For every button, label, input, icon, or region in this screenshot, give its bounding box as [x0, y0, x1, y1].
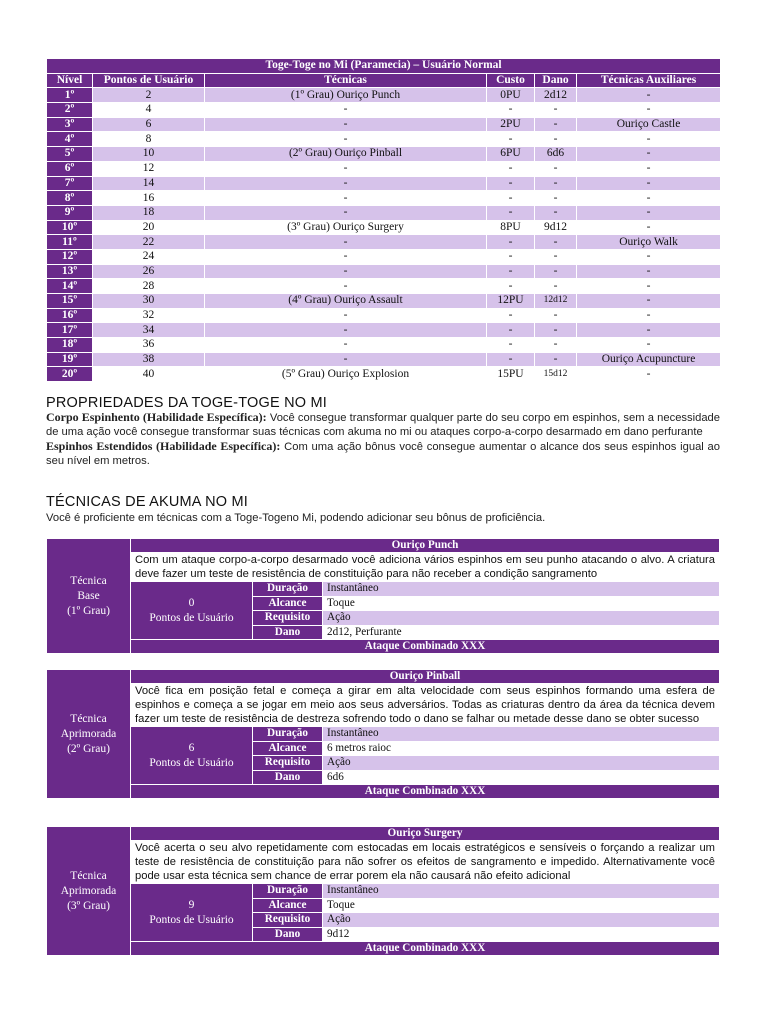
level-cell: 17º	[47, 323, 93, 338]
cost-cell: -	[487, 249, 535, 264]
table-row	[47, 323, 721, 338]
cost-cell: -	[487, 338, 535, 353]
field-label: Dano	[253, 770, 323, 785]
technique-description: Você acerta o seu alvo repetidamente com estocadas em locais estratégicos e sensíveis o forçando a realizar um teste de resistência de constituição para não sofrer os efeitos de sangramento e impedido. Alternativamente você pode usar esta técnica sem chance de errar porem ela não causará não efeito adicional	[131, 841, 720, 884]
field-value: 9d12	[323, 927, 720, 942]
table-row	[47, 88, 721, 103]
technique-cell: (4º Grau) Ouriço Assault	[205, 294, 487, 309]
table-row	[47, 249, 721, 264]
cost-cell: 12PU	[487, 294, 535, 309]
combo-attack: Ataque Combinado XXX	[131, 785, 720, 799]
property-text: Você consegue transformar qualquer parte do seu corpo em espinhos, sem a necessidade de uma ação você consegue transformar suas técnicas com akuma no mi ou ataques corpo-a-corpo desarmado em dano perfurante	[46, 412, 720, 438]
property-name: Espinhos Estendidos (Habilidade Específica):	[46, 439, 281, 453]
cost-cell: -	[487, 352, 535, 367]
aux-technique-cell: -	[577, 103, 721, 118]
header-cell: Pontos de Usuário	[93, 73, 205, 88]
technique-name: Ouriço Punch	[131, 539, 720, 553]
field-value: Toque	[323, 898, 720, 913]
cost-cell: -	[487, 205, 535, 220]
field-label: Alcance	[253, 596, 323, 611]
points-label: Pontos de Usuário	[149, 756, 234, 769]
level-cell: 8º	[47, 191, 93, 206]
damage-cell: 2d12	[535, 88, 577, 103]
technique-cell: -	[205, 161, 487, 176]
points-value: 6	[188, 741, 195, 754]
level-cell: 15º	[47, 294, 93, 309]
technique-cell: -	[205, 249, 487, 264]
field-label: Duração	[253, 884, 323, 899]
level-cell: 7º	[47, 176, 93, 191]
technique-type	[47, 539, 131, 654]
cost-cell: -	[487, 161, 535, 176]
damage-cell: 12d12	[535, 294, 577, 309]
damage-cell: 6d6	[535, 147, 577, 162]
field-label: Requisito	[253, 756, 323, 771]
aux-technique-cell: Ouriço Acupuncture	[577, 352, 721, 367]
technique-type	[47, 827, 131, 956]
technique-type-line: Aprimorada	[60, 727, 117, 740]
field-value: 6d6	[323, 770, 720, 785]
points-cell: 24	[93, 249, 205, 264]
technique-cell: -	[205, 117, 487, 132]
table-row	[47, 205, 721, 220]
cost-cell: 6PU	[487, 147, 535, 162]
cost-cell: -	[487, 235, 535, 250]
technique-cell: -	[205, 352, 487, 367]
cost-cell: 2PU	[487, 117, 535, 132]
properties-heading: PROPRIEDADES DA TOGE-TOGE NO MI	[46, 395, 327, 411]
cost-cell: 0PU	[487, 88, 535, 103]
technique-cell: -	[205, 323, 487, 338]
field-label: Requisito	[253, 611, 323, 626]
aux-technique-cell: -	[577, 323, 721, 338]
cost-cell: -	[487, 103, 535, 118]
table-row	[47, 132, 721, 147]
technique-cell: -	[205, 205, 487, 220]
points-cell: 16	[93, 191, 205, 206]
points-cell: 14	[93, 176, 205, 191]
aux-technique-cell: -	[577, 264, 721, 279]
header-cell: Custo	[487, 73, 535, 88]
technique-cell: -	[205, 191, 487, 206]
document-page	[46, 58, 720, 382]
level-cell: 4º	[47, 132, 93, 147]
technique-points	[131, 582, 253, 640]
cost-cell: -	[487, 176, 535, 191]
cost-cell: 15PU	[487, 367, 535, 382]
points-label: Pontos de Usuário	[149, 611, 234, 624]
aux-technique-cell: -	[577, 147, 721, 162]
aux-technique-cell: -	[577, 88, 721, 103]
damage-cell: -	[535, 235, 577, 250]
damage-cell: -	[535, 308, 577, 323]
progression-table	[46, 58, 721, 382]
table-row	[47, 235, 721, 250]
points-value: 0	[188, 596, 195, 609]
table-row	[47, 308, 721, 323]
cost-cell: 8PU	[487, 220, 535, 235]
field-value: Ação	[323, 756, 720, 771]
aux-technique-cell: -	[577, 279, 721, 294]
table-title: Toge-Toge no Mi (Paramecia) – Usuário Normal	[47, 59, 721, 74]
points-cell: 26	[93, 264, 205, 279]
cost-cell: -	[487, 279, 535, 294]
level-cell: 18º	[47, 338, 93, 353]
aux-technique-cell: -	[577, 205, 721, 220]
table-row	[47, 147, 721, 162]
field-label: Dano	[253, 927, 323, 942]
damage-cell: -	[535, 323, 577, 338]
field-value: 6 metros raioc	[323, 741, 720, 756]
cost-cell: -	[487, 308, 535, 323]
technique-cell: -	[205, 264, 487, 279]
cost-cell: -	[487, 191, 535, 206]
table-row	[47, 176, 721, 191]
table-row	[47, 103, 721, 118]
technique-card	[46, 669, 720, 799]
field-label: Duração	[253, 582, 323, 597]
field-label: Duração	[253, 727, 323, 742]
technique-type-line: Técnica	[70, 712, 107, 725]
table-row	[47, 279, 721, 294]
property-text: Com uma ação bônus você consegue aumentar o alcance dos seus espinhos igual ao seu nível em metros.	[46, 441, 720, 467]
damage-cell: -	[535, 103, 577, 118]
property-item	[46, 410, 720, 439]
aux-technique-cell: Ouriço Walk	[577, 235, 721, 250]
level-cell: 2º	[47, 103, 93, 118]
technique-type-line: (2º Grau)	[67, 742, 110, 755]
property-item	[46, 439, 720, 468]
points-value: 9	[188, 898, 195, 911]
aux-technique-cell: -	[577, 308, 721, 323]
table-row	[47, 220, 721, 235]
damage-cell: -	[535, 117, 577, 132]
points-cell: 12	[93, 161, 205, 176]
technique-cell: (5º Grau) Ouriço Explosion	[205, 367, 487, 382]
technique-cell: -	[205, 132, 487, 147]
table-row	[47, 264, 721, 279]
damage-cell: -	[535, 161, 577, 176]
points-cell: 20	[93, 220, 205, 235]
points-label: Pontos de Usuário	[149, 913, 234, 926]
field-label: Dano	[253, 625, 323, 640]
damage-cell: -	[535, 205, 577, 220]
technique-cell: -	[205, 235, 487, 250]
level-cell: 14º	[47, 279, 93, 294]
technique-name: Ouriço Pinball	[131, 670, 720, 684]
field-value: Instantâneo	[323, 582, 720, 597]
damage-cell: 15d12	[535, 367, 577, 382]
field-label: Alcance	[253, 741, 323, 756]
damage-cell: -	[535, 176, 577, 191]
level-cell: 9º	[47, 205, 93, 220]
aux-technique-cell: -	[577, 294, 721, 309]
level-cell: 19º	[47, 352, 93, 367]
points-cell: 34	[93, 323, 205, 338]
field-value: Ação	[323, 611, 720, 626]
table-row	[47, 191, 721, 206]
table-row	[47, 338, 721, 353]
aux-technique-cell: -	[577, 249, 721, 264]
techniques-heading: TÉCNICAS DE AKUMA NO MI	[46, 494, 248, 510]
aux-technique-cell: -	[577, 176, 721, 191]
techniques-intro: Você é proficiente em técnicas com a Toge-Togeno Mi, podendo adicionar seu bônus de proficiência.	[46, 512, 546, 524]
level-cell: 11º	[47, 235, 93, 250]
level-cell: 5º	[47, 147, 93, 162]
level-cell: 16º	[47, 308, 93, 323]
technique-type-line: Técnica	[70, 574, 107, 587]
technique-type-line: (1º Grau)	[67, 604, 110, 617]
level-cell: 6º	[47, 161, 93, 176]
technique-card	[46, 826, 720, 956]
technique-description: Você fica em posição fetal e começa a girar em alta velocidade com seus espinhos formando uma esfera de espinhos e começa a se jogar em meio aos seus adversários. Todas as criaturas dentro da área da técnica devem fazer um teste de resistência de destreza sofrendo todo o dano se falhar ou metade desse dano se obter sucesso	[131, 684, 720, 727]
field-value: 2d12, Perfurante	[323, 625, 720, 640]
aux-technique-cell: -	[577, 367, 721, 382]
technique-type	[47, 670, 131, 799]
table-row	[47, 352, 721, 367]
level-cell: 3º	[47, 117, 93, 132]
damage-cell: 9d12	[535, 220, 577, 235]
damage-cell: -	[535, 264, 577, 279]
points-cell: 40	[93, 367, 205, 382]
damage-cell: -	[535, 279, 577, 294]
header-cell: Técnicas Auxiliares	[577, 73, 721, 88]
combo-attack: Ataque Combinado XXX	[131, 942, 720, 956]
aux-technique-cell: -	[577, 132, 721, 147]
level-cell: 13º	[47, 264, 93, 279]
technique-points	[131, 727, 253, 785]
property-name: Corpo Espinhento (Habilidade Específica):	[46, 410, 267, 424]
technique-type-line: Base	[77, 589, 100, 602]
points-cell: 10	[93, 147, 205, 162]
field-value: Ação	[323, 913, 720, 928]
header-cell: Técnicas	[205, 73, 487, 88]
points-cell: 4	[93, 103, 205, 118]
aux-technique-cell: -	[577, 161, 721, 176]
points-cell: 18	[93, 205, 205, 220]
technique-card	[46, 538, 720, 654]
points-cell: 8	[93, 132, 205, 147]
table-row	[47, 161, 721, 176]
technique-description: Com um ataque corpo-a-corpo desarmado você adiciona vários espinhos em seu punho atacando o alvo. A criatura deve fazer um teste de resistência de constituição para não receber a condição sangramento	[131, 553, 720, 582]
table-row	[47, 117, 721, 132]
technique-cell: -	[205, 338, 487, 353]
level-cell: 12º	[47, 249, 93, 264]
level-cell: 1º	[47, 88, 93, 103]
technique-points	[131, 884, 253, 942]
points-cell: 32	[93, 308, 205, 323]
damage-cell: -	[535, 338, 577, 353]
properties-list	[46, 410, 720, 468]
combo-attack: Ataque Combinado XXX	[131, 640, 720, 654]
field-value: Toque	[323, 596, 720, 611]
damage-cell: -	[535, 132, 577, 147]
technique-name: Ouriço Surgery	[131, 827, 720, 841]
points-cell: 28	[93, 279, 205, 294]
table-row	[47, 367, 721, 382]
technique-type-line: Técnica	[70, 869, 107, 882]
aux-technique-cell: Ouriço Castle	[577, 117, 721, 132]
points-cell: 36	[93, 338, 205, 353]
technique-cell: (3º Grau) Ouriço Surgery	[205, 220, 487, 235]
field-label: Alcance	[253, 898, 323, 913]
points-cell: 38	[93, 352, 205, 367]
technique-cell: -	[205, 176, 487, 191]
technique-cell: -	[205, 308, 487, 323]
cost-cell: -	[487, 264, 535, 279]
technique-cell: -	[205, 103, 487, 118]
damage-cell: -	[535, 191, 577, 206]
aux-technique-cell: -	[577, 191, 721, 206]
technique-cell: (1º Grau) Ouriço Punch	[205, 88, 487, 103]
damage-cell: -	[535, 352, 577, 367]
cost-cell: -	[487, 323, 535, 338]
header-cell: Dano	[535, 73, 577, 88]
field-value: Instantâneo	[323, 884, 720, 899]
points-cell: 30	[93, 294, 205, 309]
table-header-row	[47, 73, 721, 88]
field-label: Requisito	[253, 913, 323, 928]
field-value: Instantâneo	[323, 727, 720, 742]
points-cell: 2	[93, 88, 205, 103]
points-cell: 22	[93, 235, 205, 250]
cost-cell: -	[487, 132, 535, 147]
technique-type-line: Aprimorada	[60, 884, 117, 897]
damage-cell: -	[535, 249, 577, 264]
level-cell: 20º	[47, 367, 93, 382]
aux-technique-cell: -	[577, 220, 721, 235]
aux-technique-cell: -	[577, 338, 721, 353]
table-row	[47, 294, 721, 309]
points-cell: 6	[93, 117, 205, 132]
header-cell: Nível	[47, 73, 93, 88]
technique-cell: -	[205, 279, 487, 294]
technique-type-line: (3º Grau)	[67, 899, 110, 912]
level-cell: 10º	[47, 220, 93, 235]
technique-cell: (2º Grau) Ouriço Pinball	[205, 147, 487, 162]
